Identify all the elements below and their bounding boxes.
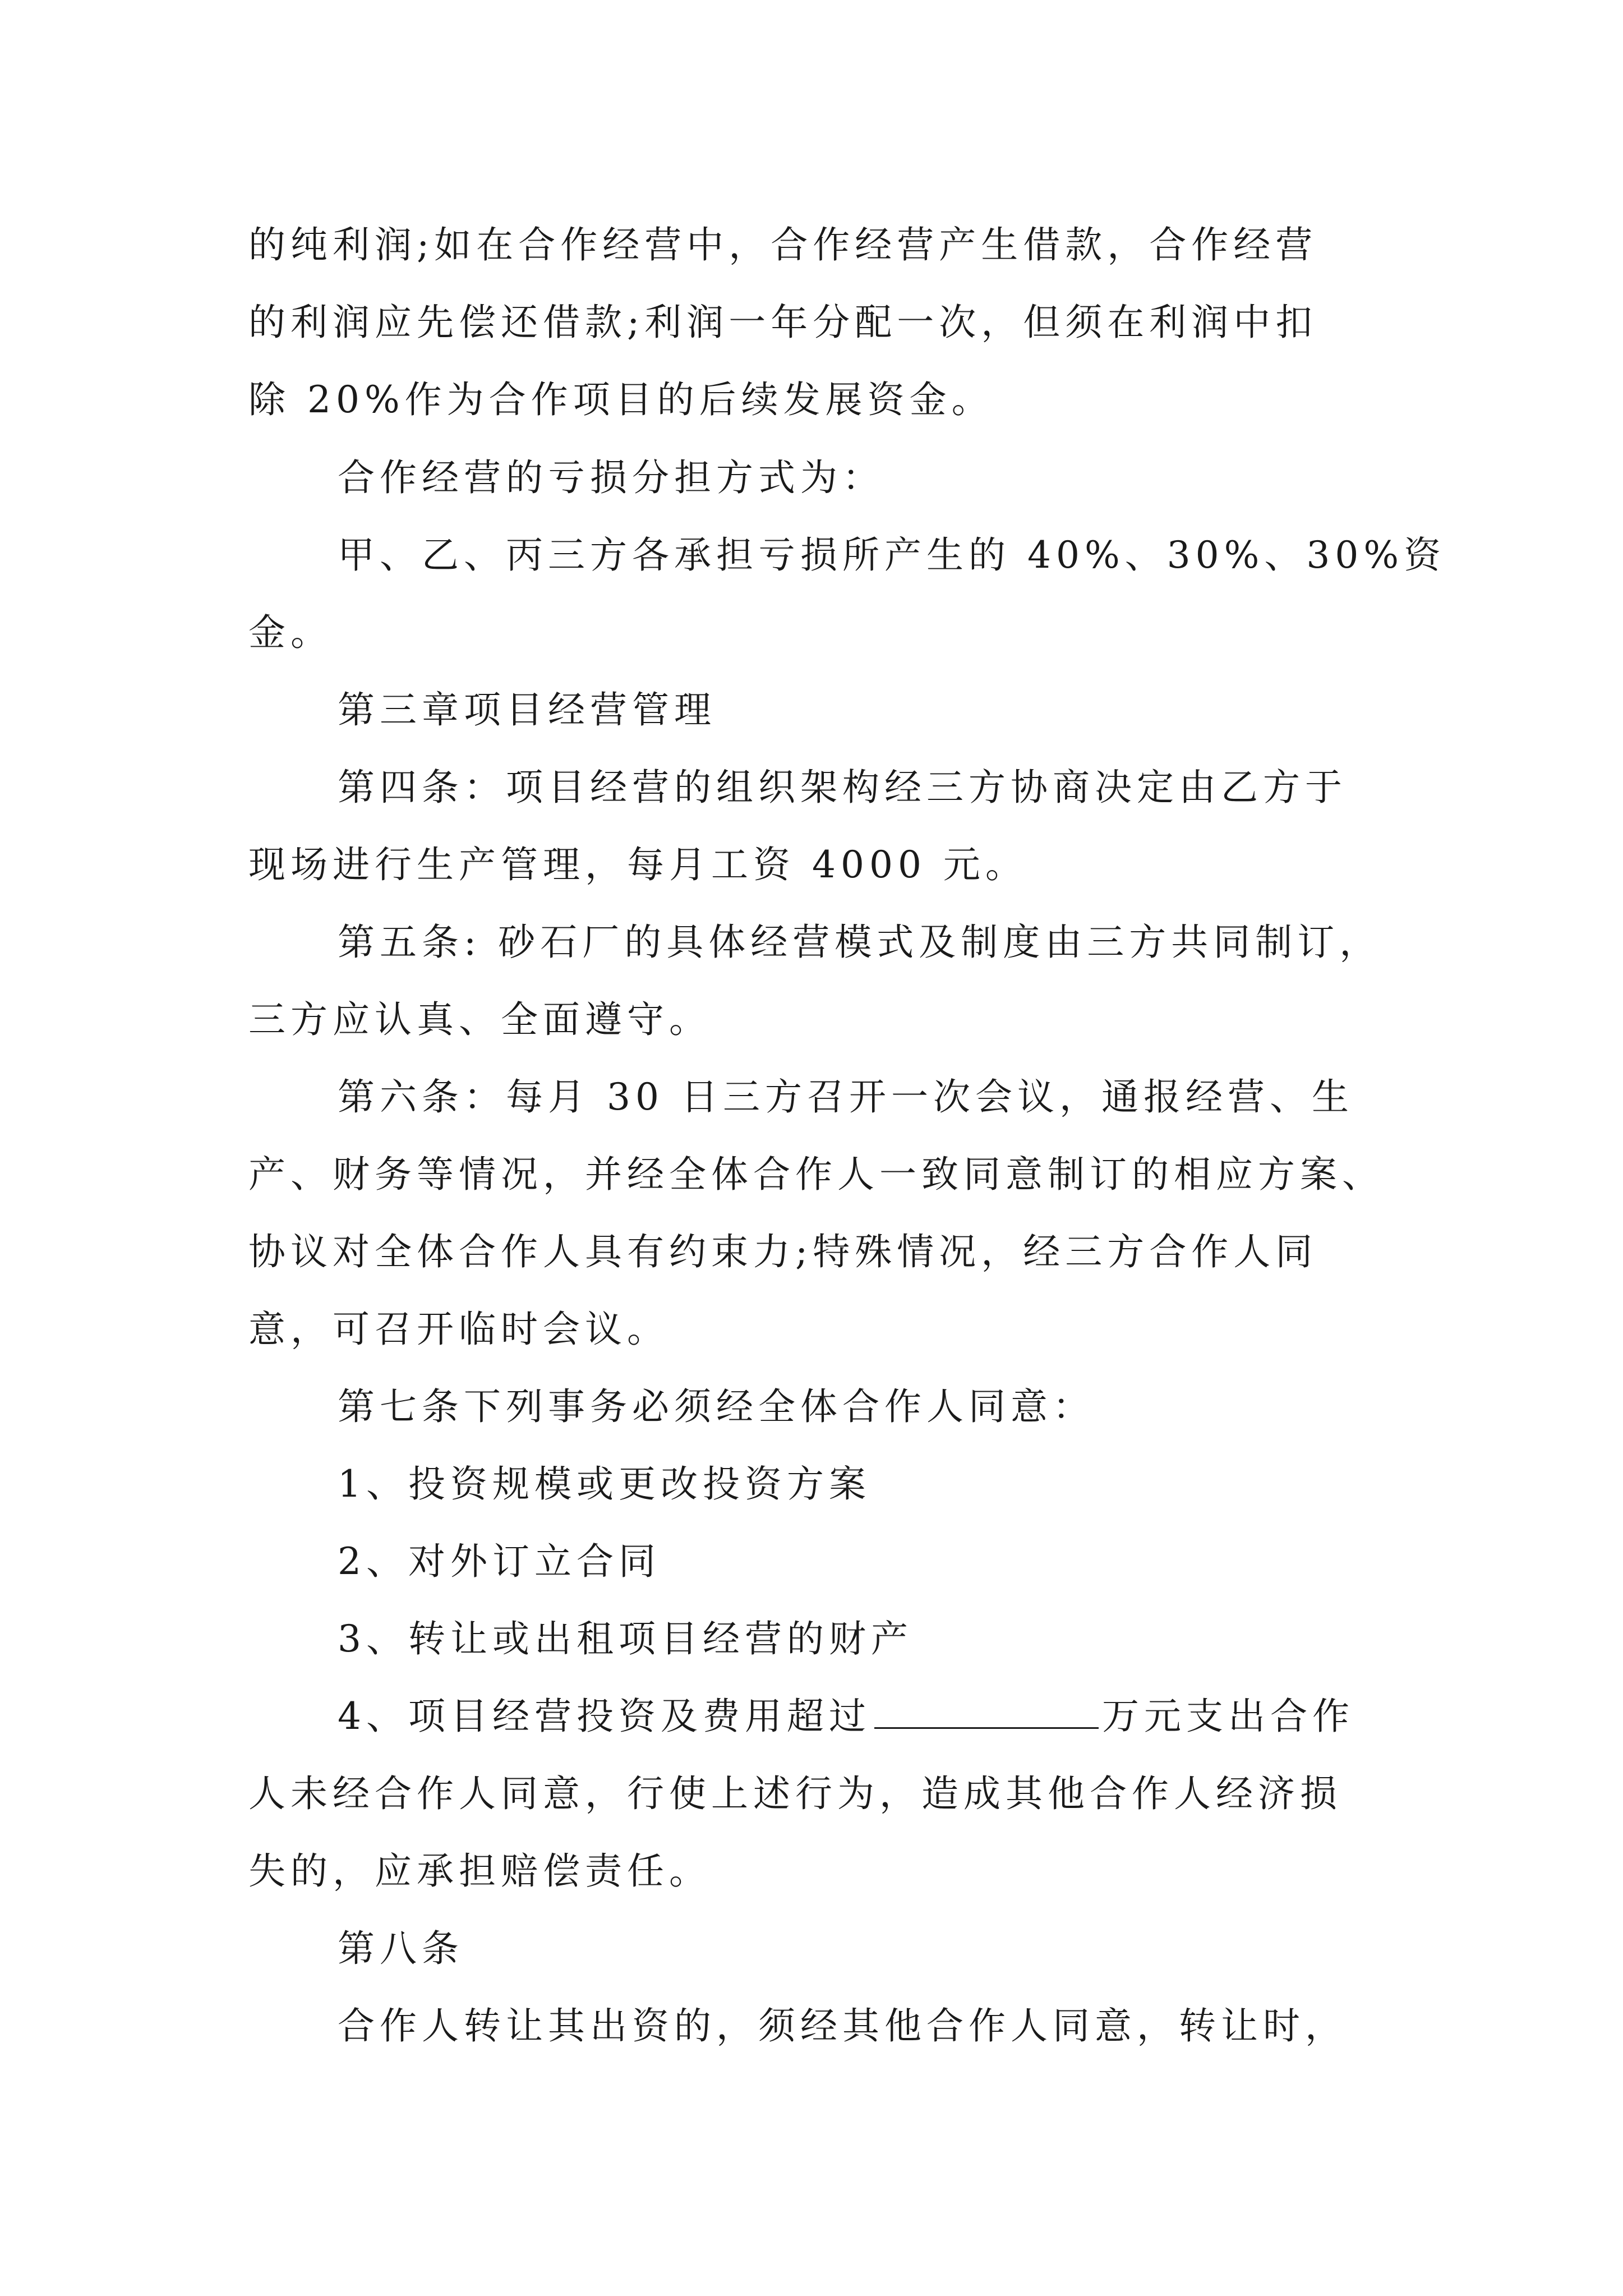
text-line: 产、财务等情况，并经全体合作人一致同意制订的相应方案、	[248, 1153, 1384, 1196]
text-line: 人未经合作人同意，行使上述行为，造成其他合作人经济损	[248, 1772, 1342, 1815]
text-line: 的纯利润;如在合作经营中，合作经营产生借款，合作经营	[248, 223, 1318, 266]
text-line: 合作经营的亏损分担方式为：	[338, 456, 884, 499]
text-line: 协议对全体合作人具有约束力;特殊情况，经三方合作人同	[248, 1230, 1318, 1273]
list-item-text: 万元支出合作	[1102, 1695, 1354, 1738]
text-line: 第七条下列事务必须经全体合作人同意：	[338, 1385, 1095, 1428]
text-line: 金。	[248, 611, 333, 654]
text-line: 合作人转让其出资的，须经其他合作人同意，转让时，	[338, 2004, 1347, 2047]
list-item: 1、投资规模或更改投资方案	[338, 1462, 871, 1506]
section-heading: 第三章项目经营管理	[338, 688, 716, 731]
text-line: 甲、乙、丙三方各承担亏损所产生的 40%、30%、30%资	[338, 533, 1446, 577]
text-line: 失的，应承担赔偿责任。	[248, 1849, 711, 1893]
section-heading: 第八条	[338, 1927, 464, 1970]
fill-in-blank	[874, 1696, 1099, 1729]
list-item-text: 4、项目经营投资及费用超过	[338, 1695, 871, 1738]
list-item	[338, 1694, 1354, 1739]
text-line: 三方应认真、全面遵守。	[248, 998, 711, 1041]
text-line: 意，可召开临时会议。	[248, 1308, 669, 1351]
list-item: 3、转让或出租项目经营的财产	[338, 1617, 913, 1660]
text-line: 第六条：每月 30 日三方召开一次会议，通报经营、生	[338, 1075, 1354, 1119]
text-line: 第四条：项目经营的组织架构经三方协商决定由乙方于	[338, 766, 1347, 809]
text-line: 第五条: 砂石厂的具体经营模式及制度由三方共同制订，	[338, 921, 1382, 964]
list-item: 2、对外订立合同	[338, 1540, 661, 1583]
text-line: 的利润应先偿还借款;利润一年分配一次，但须在利润中扣	[248, 301, 1318, 344]
text-line: 现场进行生产管理，每月工资 4000 元。	[248, 843, 1027, 886]
text-line: 除 20%作为合作项目的后续发展资金。	[248, 378, 994, 421]
